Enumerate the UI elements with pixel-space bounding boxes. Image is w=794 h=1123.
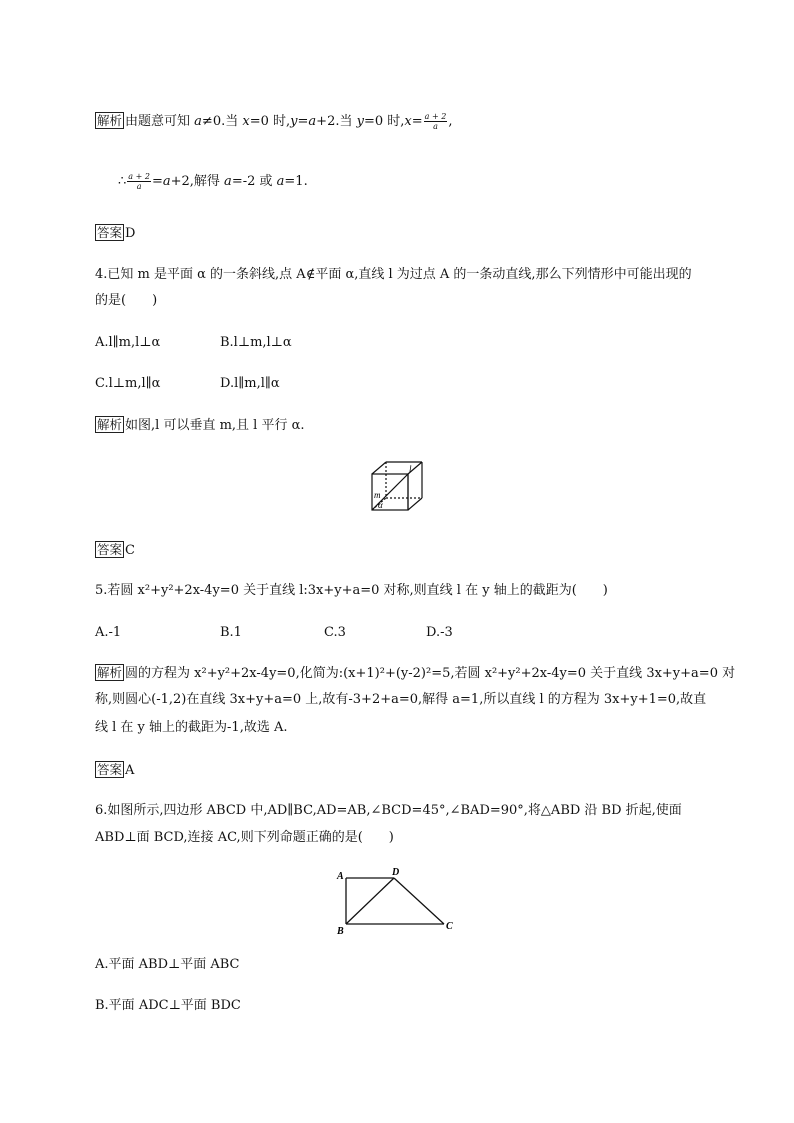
q4-stem-line1: 4.已知 m 是平面 α 的一条斜线,点 A∉平面 α,直线 l 为过点 A 的一条动直线,那么下列情形中可能出现的 [95,267,692,282]
answer-tag: 答案 [97,762,123,777]
q3-answer: 答案 D [97,225,136,241]
analysis-tag: 解析 [97,113,123,128]
q6-stem-line2: ABD⊥面 BCD,连接 AC,则下列命题正确的是( ) [95,830,394,845]
answer-tag: 答案 [97,225,123,240]
q6-stem-line1: 6.如图所示,四边形 ABCD 中,AD∥BC,AD=AB,∠BCD=45°,∠BAD=90°,将△ABD 沿 BD 折起,使面 [95,803,682,818]
q5-option-c: C.3 [324,625,346,640]
cube-label-l: l [409,464,412,474]
q5-option-d: D.-3 [426,625,453,640]
q5-answer: 答案 A [97,762,135,778]
q6-option-a: A.平面 ABD⊥平面 ABC [95,957,240,972]
q4-option-d: D.l∥m,l∥α [220,376,280,391]
q4-option-b: B.l⊥m,l⊥α [220,335,292,350]
vertex-label-a: A [337,871,344,882]
q4-option-c: C.l⊥m,l∥α [95,376,161,391]
q6-option-b: B.平面 ADC⊥平面 BDC [95,998,241,1013]
q4-analysis: 解析 如图,l 可以垂直 m,且 l 平行 α. [97,417,305,433]
q3-analysis-line1: 解析 由题意可知 a≠0.当 x=0 时,y=a+2.当 y=0 时,x= $\frac{a + 2}{a}$ , [97,112,453,131]
q5-analysis-line1: 解析 圆的方程为 x²+y²+2x-4y=0,化简为:(x+1)²+(y-2)²=5,若圆 x²+y²+2x-4y=0 关于直线 3x+y+a=0 对 [97,665,736,681]
cube-label-m: m [374,490,381,500]
q3-analysis-line2: ∴ $\frac{a + 2}{a}$ =a+2,解得 a=-2 或 a=1. [118,172,308,191]
q4-option-a: A.l∥m,l⊥α [95,335,161,350]
q4-answer: 答案 C [97,542,135,558]
cube-figure [366,458,436,516]
q5-analysis-line2: 称,则圆心(-1,2)在直线 3x+y+a=0 上,故有-3+2+a=0,解得 a=1,所以直线 l 的方程为 3x+y+1=0,故直 [95,692,707,707]
analysis-tag: 解析 [97,665,123,680]
vertex-label-d: D [392,867,400,878]
q5-option-a: A.-1 [95,625,122,640]
cube-label-alpha: α [378,500,383,510]
fraction: $\frac{a + 2}{a}$ [424,112,447,131]
q5-option-b: B.1 [220,625,242,640]
q4-stem-line2: 的是( ) [95,293,158,308]
q5-stem: 5.若圆 x²+y²+2x-4y=0 关于直线 l:3x+y+a=0 对称,则直线 l 在 y 轴上的截距为( ) [95,583,608,598]
vertex-label-b: B [337,926,344,936]
quadrilateral-figure [334,864,464,936]
fraction: $\frac{a + 2}{a}$ [128,172,150,191]
vertex-label-c: C [446,921,453,932]
answer-tag: 答案 [97,542,123,557]
q5-analysis-line3: 线 l 在 y 轴上的截距为-1,故选 A. [95,720,288,735]
analysis-tag: 解析 [97,417,123,432]
